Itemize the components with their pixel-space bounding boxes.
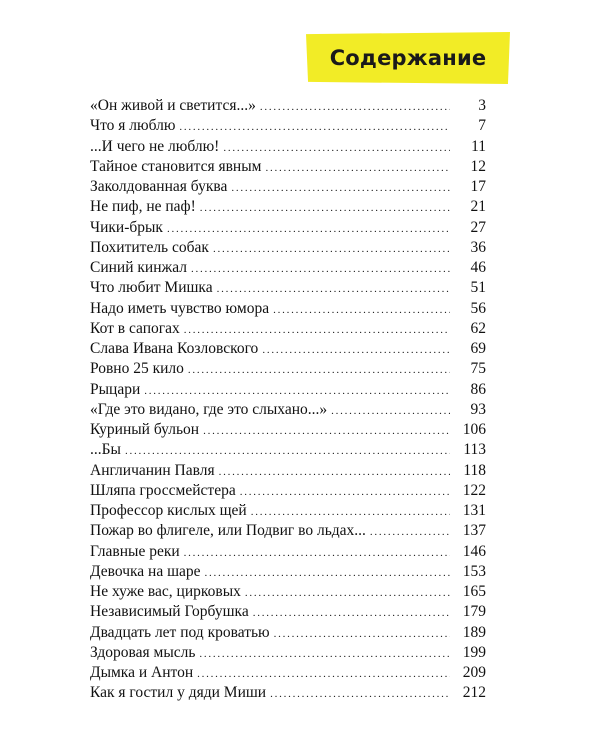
toc-entry <box>90 683 486 703</box>
toc-entry <box>90 319 486 339</box>
toc-entry-title: Шляпа гроссмейстера <box>90 481 236 499</box>
toc-entry-page: 46 <box>470 259 486 276</box>
toc-entry-title: Англичанин Павля <box>90 461 215 479</box>
toc-entry <box>90 440 486 460</box>
toc-dot-leader <box>273 300 450 320</box>
toc-dot-leader <box>219 462 450 482</box>
toc-entry <box>90 400 486 420</box>
toc-dot-leader <box>179 117 450 137</box>
toc-entry-page: 209 <box>462 664 486 681</box>
toc-entry <box>90 96 486 116</box>
toc-entry-title: Ровно 25 кило <box>90 360 184 378</box>
toc-entry <box>90 380 486 400</box>
toc-entry-title: Слава Ивана Козловского <box>90 340 259 357</box>
toc-entry-title: Двадцать лет под кроватью <box>90 623 270 641</box>
toc-dot-leader <box>213 239 450 259</box>
toc-dot-leader <box>184 543 450 563</box>
toc-entry-page: 7 <box>478 117 486 135</box>
toc-dot-leader <box>191 259 450 279</box>
toc-entry <box>90 177 486 197</box>
toc-entry-title: Дымка и Антон <box>90 664 194 681</box>
toc-dot-leader <box>125 441 450 461</box>
toc-entry <box>90 238 486 258</box>
toc-entry-page: 106 <box>462 421 486 438</box>
toc-entry-title: Как я гостил у дяди Миши <box>90 684 267 702</box>
toc-entry-title: ...И чего не люблю! <box>90 137 220 155</box>
toc-entry-title: Девочка на шаре <box>90 562 201 580</box>
toc-dot-leader <box>144 381 450 401</box>
toc-dot-leader <box>370 522 450 542</box>
toc-dot-leader <box>199 644 450 664</box>
toc-entry-page: 62 <box>470 319 486 337</box>
toc-dot-leader <box>270 684 450 704</box>
toc-dot-leader <box>331 401 450 421</box>
toc-entry-page: 118 <box>463 461 486 479</box>
toc-entry <box>90 299 486 319</box>
toc-dot-leader <box>205 563 450 583</box>
table-of-contents <box>90 96 486 704</box>
toc-entry <box>90 278 486 298</box>
toc-entry-page: 212 <box>462 684 486 702</box>
toc-entry-title: Пожар во флигеле, или Подвиг во льдах... <box>90 522 366 540</box>
toc-dot-leader <box>184 320 450 340</box>
toc-entry-title: Тайное становится явным <box>90 157 262 175</box>
toc-entry-page: 51 <box>470 279 486 297</box>
toc-dot-leader <box>231 178 450 198</box>
toc-entry-page: 153 <box>462 562 486 580</box>
toc-entry <box>90 602 486 622</box>
toc-entry-page: 21 <box>470 198 486 216</box>
toc-entry-page: 189 <box>462 623 486 641</box>
toc-entry-page: 75 <box>470 360 486 378</box>
toc-entry-title: Чики-брык <box>90 218 163 236</box>
toc-entry-page: 56 <box>470 299 486 317</box>
toc-entry-title: ...Бы <box>90 441 121 459</box>
toc-entry-page: 12 <box>470 157 486 175</box>
toc-entry-title: «Где это видано, где это слыхано...» <box>90 400 328 418</box>
toc-entry-title: Кот в сапогах <box>90 319 180 337</box>
toc-dot-leader <box>253 603 450 623</box>
toc-entry <box>90 521 486 541</box>
toc-entry-page: 27 <box>470 218 486 236</box>
toc-entry-title: Похититель собак <box>90 238 209 256</box>
toc-entry-title: Синий кинжал <box>90 259 187 276</box>
toc-entry-page: 17 <box>470 178 486 195</box>
toc-dot-leader <box>245 583 450 603</box>
toc-entry <box>90 562 486 582</box>
toc-entry-title: Главные реки <box>90 542 180 560</box>
toc-dot-leader <box>262 340 450 360</box>
toc-dot-leader <box>203 421 450 441</box>
toc-dot-leader <box>240 482 450 502</box>
toc-dot-leader <box>265 158 450 178</box>
toc-entry-page: 86 <box>470 380 486 398</box>
toc-dot-leader <box>251 502 450 522</box>
toc-entry <box>90 501 486 521</box>
toc-entry <box>90 339 486 359</box>
toc-entry-title: Здоровая мысль <box>90 643 196 661</box>
toc-dot-leader <box>217 279 450 299</box>
toc-entry <box>90 258 486 278</box>
toc-entry-page: 11 <box>471 137 486 155</box>
toc-entry-title: Профессор кислых щей <box>90 502 247 519</box>
toc-entry-title: Куриный бульон <box>90 421 200 438</box>
toc-entry-page: 93 <box>470 400 486 418</box>
toc-entry-page: 113 <box>463 441 486 459</box>
toc-entry-page: 36 <box>470 238 486 256</box>
toc-entry <box>90 663 486 683</box>
toc-entry-page: 131 <box>462 502 486 519</box>
toc-entry <box>90 116 486 136</box>
toc-entry-title: «Он живой и светится...» <box>90 97 256 114</box>
toc-entry <box>90 582 486 602</box>
toc-entry-page: 199 <box>462 643 486 661</box>
toc-entry-page: 146 <box>462 542 486 560</box>
toc-entry-page: 122 <box>462 481 486 499</box>
toc-entry <box>90 643 486 663</box>
toc-entry-page: 137 <box>462 522 486 540</box>
toc-entry-title: Независимый Горбушка <box>90 603 249 621</box>
toc-entry-page: 3 <box>478 97 486 114</box>
toc-entry <box>90 137 486 157</box>
toc-entry-title: Что я люблю <box>90 117 176 135</box>
toc-entry-page: 165 <box>462 583 486 600</box>
toc-entry-title: Заколдованная буква <box>90 178 228 195</box>
toc-entry-title: Не пиф, не паф! <box>90 198 196 216</box>
toc-dot-leader <box>274 624 450 644</box>
toc-dot-leader <box>167 219 450 239</box>
page-title: Содержание <box>329 46 487 70</box>
toc-entry <box>90 157 486 177</box>
toc-dot-leader <box>223 138 450 158</box>
toc-entry-title: Надо иметь чувство юмора <box>90 299 270 317</box>
toc-entry-page: 69 <box>470 340 486 357</box>
toc-dot-leader <box>260 97 450 117</box>
toc-entry <box>90 197 486 217</box>
toc-entry-title: Не хуже вас, цирковых <box>90 583 241 600</box>
toc-entry-title: Что любит Мишка <box>90 279 213 297</box>
toc-dot-leader <box>188 360 450 380</box>
toc-entry <box>90 481 486 501</box>
toc-dot-leader <box>200 198 450 218</box>
toc-dot-leader <box>197 664 450 684</box>
toc-entry <box>90 461 486 481</box>
toc-entry <box>90 218 486 238</box>
toc-entry-title: Рыцари <box>90 380 141 398</box>
toc-entry <box>90 623 486 643</box>
toc-entry-page: 179 <box>462 603 486 621</box>
toc-entry <box>90 542 486 562</box>
toc-entry <box>90 420 486 440</box>
toc-entry <box>90 359 486 379</box>
